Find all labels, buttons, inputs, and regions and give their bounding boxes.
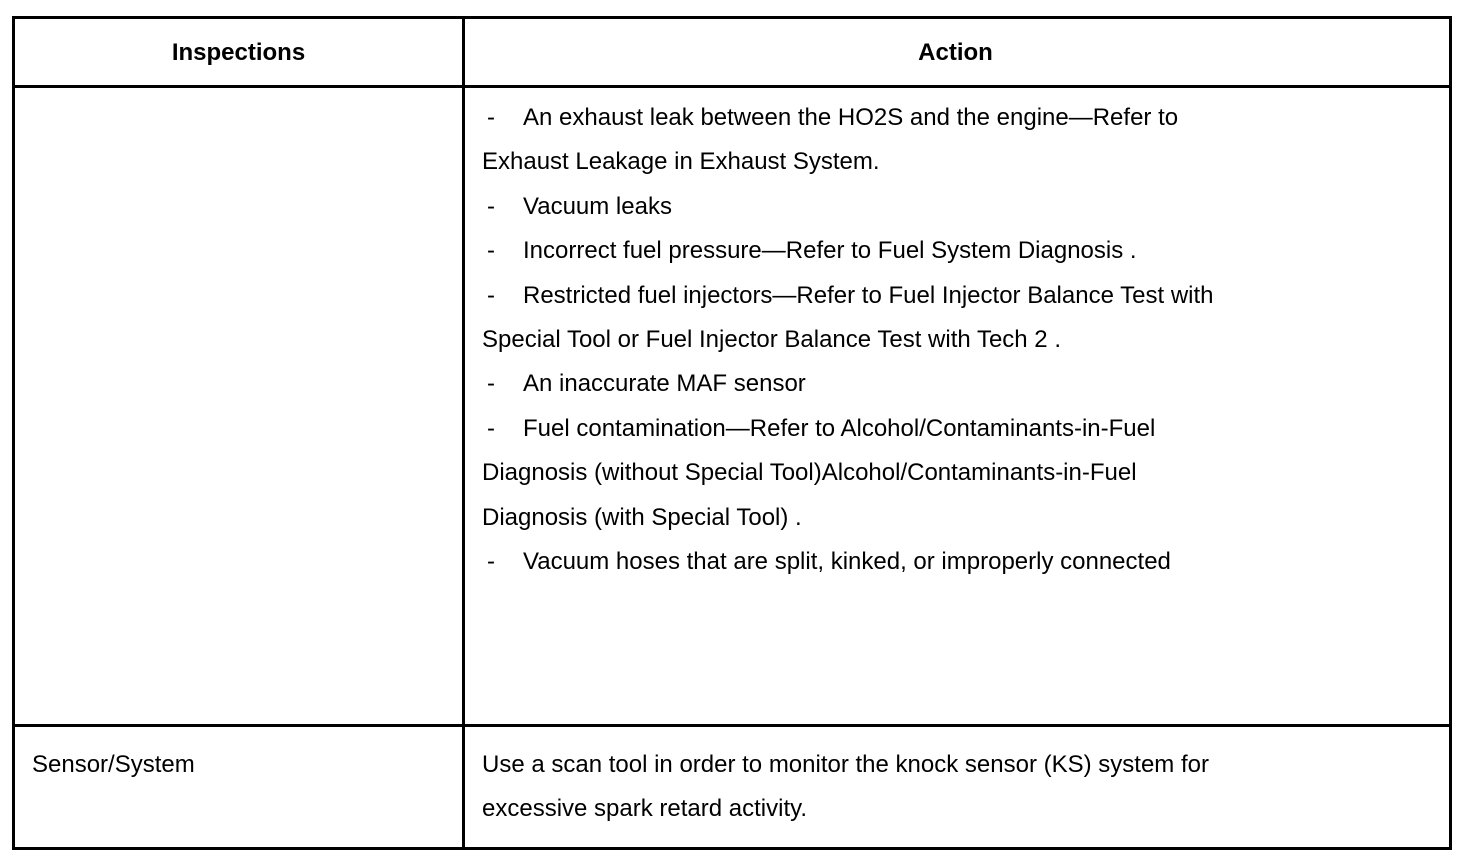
action-line [482,540,1214,584]
action-text: Use a scan tool in order to monitor the knock sensor (KS) system for [482,751,1209,778]
action-cell-row-2 [482,743,1209,832]
action-text: Diagnosis (with Special Tool) . [482,503,802,531]
action-line [482,318,1214,362]
action-text: Vacuum hoses that are split, kinked, or improperly connected [523,547,1171,575]
action-cell-row-1 [482,96,1214,584]
bullet-dash: - [487,237,495,265]
bullet-dash: - [487,370,495,398]
action-text: Diagnosis (without Special Tool)Alcohol/Contaminants-in-Fuel [482,459,1137,487]
action-text: Exhaust Leakage in Exhaust System. [482,148,880,176]
action-text: An exhaust leak between the HO2S and the engine—Refer to [523,104,1179,131]
action-text: Vacuum leaks [523,192,672,220]
inspection-cell-row-2 [32,743,195,787]
action-line [482,185,1214,229]
bullet-dash: - [487,104,495,131]
action-line [482,229,1214,273]
bullet-dash: - [487,281,495,309]
action-text: An inaccurate MAF sensor [523,370,806,398]
bullet-dash: - [487,547,495,575]
bullet-dash: - [487,414,495,442]
action-line [482,496,1214,540]
action-text: Incorrect fuel pressure—Refer to Fuel System Diagnosis . [523,237,1137,265]
inspection-text: Sensor/System [32,751,195,778]
action-text: Special Tool or Fuel Injector Balance Test with Tech 2 . [482,325,1061,353]
action-line [482,362,1214,406]
header-action: Action [918,39,993,66]
header-inspections: Inspections [171,39,306,66]
bullet-dash: - [487,192,495,220]
action-line [482,743,1209,787]
action-line [482,140,1214,184]
action-text: Fuel contamination—Refer to Alcohol/Contaminants-in-Fuel [523,414,1156,442]
row-divider [12,724,1452,727]
action-line [482,407,1214,451]
action-text: excessive spark retard activity. [482,795,807,823]
action-line [482,96,1214,140]
action-line [482,787,1209,831]
action-text: Restricted fuel injectors—Refer to Fuel Injector Balance Test with [523,281,1214,309]
column-divider [462,16,465,847]
action-line [482,451,1214,495]
action-line [482,274,1214,318]
